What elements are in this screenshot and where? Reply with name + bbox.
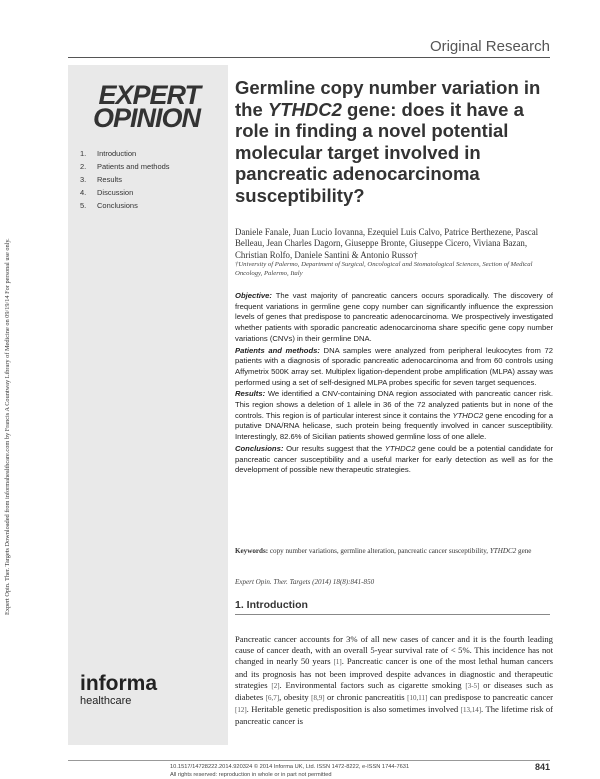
footer-copyright <box>170 764 409 779</box>
abstract-methods: Patients and methods: DNA samples were analyzed from peripheral leukocytes from 72 patients with a diagnosis of sporadic pancreatic adenocarcinoma and from 60 controls using Affymetrix 500K array set. Multiplex ligation-dependent probe amplification (MLPA) assay was performed using a set of self-designed MLPA probes specific for seven target sequences. <box>235 345 553 387</box>
download-notice-text: Expert Opin. Ther. Targets Downloaded from informahealthcare.com by Francis A Countway Library of Medicine on 09/19/14 For personal use only. <box>4 238 11 615</box>
abstract-conclusions: Conclusions: Our results suggest that the YTHDC2 gene could be a potential candidate for pancreatic cancer susceptibility and a useful marker for early detection as well as for the development of possible new therapeutic strategies. <box>235 443 554 475</box>
reference-link[interactable]: [1] <box>333 658 342 667</box>
page-number: 841 <box>534 762 550 772</box>
toc-item-label: Introduction <box>97 149 137 158</box>
toc-item[interactable]: 4. Discussion <box>80 188 134 197</box>
publisher-name: informa <box>80 672 158 695</box>
keywords: Keywords: copy number variations, germline alteration, pancreatic cancer susceptibility, YTHDC2 gene <box>235 547 532 555</box>
toc-item[interactable]: 3. Results <box>80 175 123 184</box>
abstract-objective: Objective: The vast majority of pancreatic cancers occurs sporadically. The discovery of frequent variations in germline gene copy number can significantly influence the expression levels of genes that predispose to pancreatic adenocarcinoma. We prospectively investigated whether patients with sporadic pancreatic adenocarcinoma share specific gene copy number variations (CNVs) in their germline DNA. <box>235 291 553 343</box>
journal-citation: Expert Opin. Ther. Targets (2014) 18(8):841-850 <box>235 578 375 586</box>
reference-link[interactable]: [10,11] <box>407 694 428 703</box>
top-divider <box>68 57 550 58</box>
article-title: Germline copy number variation in the YTHDC2 gene: does it have a role in finding a novel potential molecular target involved in pancreatic adenocarcinoma susceptibility? <box>235 77 541 206</box>
reference-link[interactable]: [13,14] <box>460 706 482 715</box>
section-divider <box>235 614 550 615</box>
toc-item[interactable]: 1. Introduction <box>80 149 137 158</box>
toc-item-label: Patients and methods <box>97 162 170 171</box>
download-notice <box>4 195 34 615</box>
table-of-contents <box>80 147 170 212</box>
reference-link[interactable]: [3-5] <box>465 681 480 690</box>
abstract-results: Results: We identified a CNV-containing DNA region associated with pancreatic cancer risk. This region shows a deletion of 1 allele in 36 of the 72 analyzed patients but in none of the controls. This region is of particular interest since it contains the YTHDC2 gene encoding for a putative DNA/RNA helicase, such protein being frequently involved in cancer susceptibility. Interestingly, 82.6% of Sicilian patients showed germline loss of one allele. <box>235 389 553 442</box>
reference-link[interactable]: [12] <box>235 706 247 715</box>
toc-item-label: Conclusions <box>97 201 138 210</box>
toc-item-label: Results <box>97 175 123 184</box>
journal-logo <box>82 80 200 133</box>
author-list: Daniele Fanale, Juan Lucio Iovanna, Ezequiel Luis Calvo, Patrice Berthezene, Pascal Belleau, Jean Charles Dagorn, Giuseppe Bronte, Giuseppe Cicero, Viviana Bazan, Christian Rolfo, Daniele Santini & Antonio Russo† <box>235 227 539 260</box>
reference-link[interactable]: [6,7] <box>265 694 280 703</box>
toc-item[interactable]: 5. Conclusions <box>80 201 138 210</box>
reference-link[interactable]: [8,9] <box>311 694 325 703</box>
section-heading-introduction: 1. Introduction <box>235 599 308 611</box>
reference-link[interactable]: [2] <box>271 681 280 690</box>
journal-logo-line2: OPINION <box>92 103 200 133</box>
abstract <box>235 291 553 477</box>
affiliation: †University of Palermo, Department of Surgical, Oncological and Stomatological Sciences, Section of Medical Oncology, Palermo, Italy <box>235 261 533 277</box>
footer-rights: All rights reserved: reproduction in whole or in part not permitted <box>170 771 332 778</box>
publisher-sub: healthcare <box>80 695 132 707</box>
publisher-logo <box>80 673 157 708</box>
section-label: Original Research <box>429 38 550 55</box>
footer-divider <box>68 760 550 761</box>
introduction-text: Pancreatic cancer accounts for 3% of all new cases of cancer and it is the fourth leading cause of cancer death, with an overall 5-year survival rate of < 5%. This incidence has not changed in nearly 50 years [1]. Pancreatic cancer is one of the most lethal human cancers and its prognosis has not been improved despite advances in diagnostic and therapeutic strategies [2]. Environmental factors such as cigarette smoking [3-5] or diseases such as diabetes [6,7], obesity [8,9] or chronic pancreatitis [10,11] can predispose to pancreatic cancer [12]. Heritable genetic predisposition is also sometimes involved [13,14]. The lifetime risk of pancreatic cancer is <box>235 634 554 727</box>
footer-doi: 10.1517/14728222.2014.920324 © 2014 Informa UK, Ltd. ISSN 1472-8222, e-ISSN 1744-7631 <box>170 764 410 770</box>
toc-item-label: Discussion <box>97 188 134 197</box>
journal-logo-line1: EXPERT <box>98 80 200 110</box>
toc-item[interactable]: 2. Patients and methods <box>80 162 170 171</box>
